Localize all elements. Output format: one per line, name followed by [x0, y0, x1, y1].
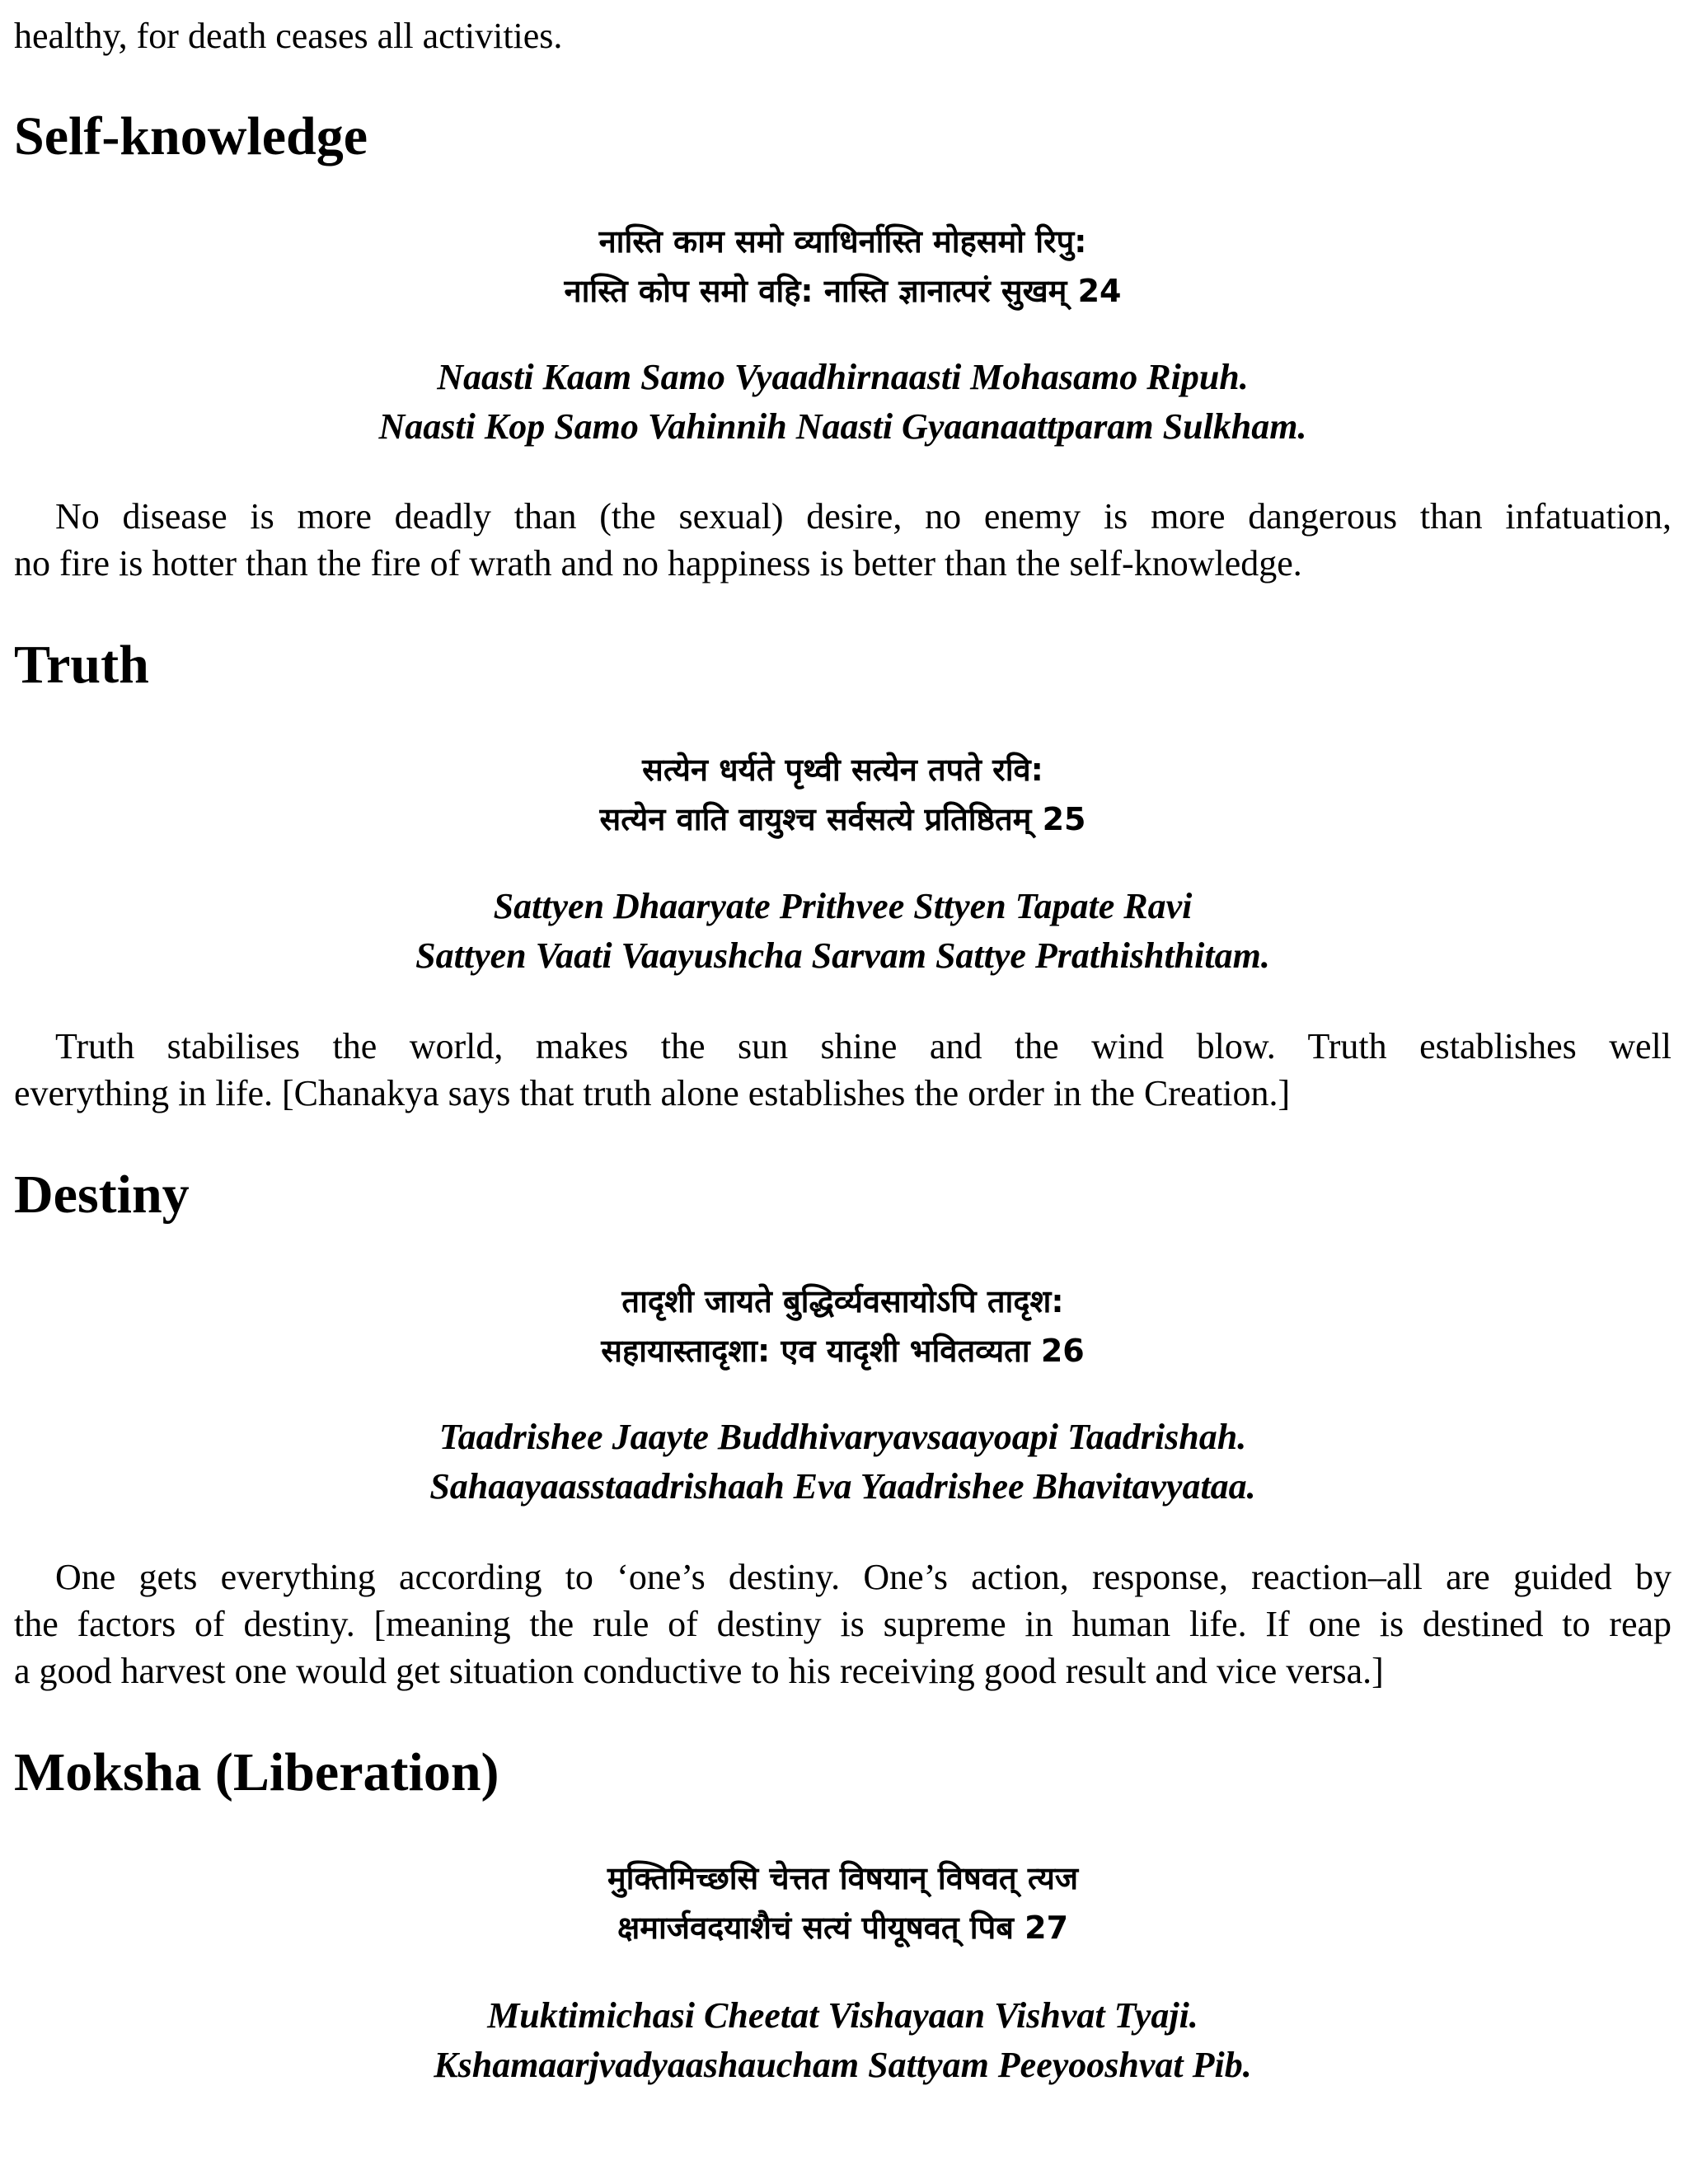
meaning-paragraph-line: a good harvest one would get situation conductive to his receiving good result and vice versa.]: [14, 1651, 1384, 1691]
meaning-paragraph-line: everything in life. [Chanakya says that truth alone establishes the order in the Creation.]: [14, 1073, 1291, 1113]
sanskrit-verse-line: नास्ति काम समो व्याधिर्नास्ति मोहसमो रिपु:: [598, 223, 1087, 260]
transliteration-line: Sahaayaasstaadrishaah Eva Yaadrishee Bhavitavyataa.: [429, 1466, 1256, 1507]
section-heading-moksha: Moksha (Liberation): [14, 1742, 499, 1802]
transliteration-line: Taadrishee Jaayte Buddhivaryavsaayoapi Taadrishah.: [438, 1417, 1247, 1457]
meaning-paragraph-line: One gets everything according to ‘one’s destiny. One’s action, response, reaction–all are guided by: [55, 1557, 1672, 1597]
transliteration-line: Sattyen Vaati Vaayushcha Sarvam Sattye Prathishthitam.: [415, 935, 1270, 976]
sanskrit-verse-line: सत्येन वाति वायुश्च सर्वसत्ये प्रतिष्ठितम् 25: [599, 801, 1086, 837]
transliteration-line: Kshamaarjvadyaashaucham Sattyam Peeyooshvat Pib.: [434, 2045, 1252, 2085]
transliteration-line: Naasti Kop Samo Vahinnih Naasti Gyaanaattparam Sulkham.: [378, 406, 1307, 447]
meaning-paragraph-line: Truth stabilises the world, makes the sun shine and the wind blow. Truth establishes well: [55, 1026, 1672, 1066]
section-heading-self-knowledge: Self-knowledge: [14, 106, 368, 166]
transliteration-line: Sattyen Dhaaryate Prithvee Sttyen Tapate Ravi: [493, 886, 1193, 926]
intro-text: healthy, for death ceases all activities.: [14, 16, 563, 56]
sanskrit-verse-line: सत्येन धर्यते पृथ्वी सत्येन तपते रवि:: [642, 752, 1043, 788]
sanskrit-verse-line: तादृशी जायते बुद्धिर्व्यवसायोऽपि तादृश:: [621, 1283, 1064, 1319]
sanskrit-verse-line: मुक्तिमिच्छसि चेत्तत विषयान् विषवत् त्यज: [607, 1860, 1079, 1896]
sanskrit-verse-line: नास्ति कोप समो वहि: नास्ति ज्ञानात्परं सुखम् 24: [564, 273, 1122, 309]
meaning-paragraph-line: the factors of destiny. [meaning the rule of destiny is supreme in human life. If one is destined to reap: [14, 1604, 1672, 1644]
meaning-paragraph-line: no fire is hotter than the fire of wrath and no happiness is better than the self-knowledge.: [14, 543, 1302, 583]
sanskrit-verse-line: सहायास्तादृशा: एव यादृशी भवितव्यता 26: [601, 1333, 1085, 1369]
transliteration-line: Naasti Kaam Samo Vyaadhirnaasti Mohasamo Ripuh.: [437, 357, 1249, 397]
section-heading-destiny: Destiny: [14, 1165, 190, 1225]
sanskrit-verse-line: क्षमार्जवदयाशैचं सत्यं पीयूषवत् पिब 27: [617, 1910, 1069, 1946]
meaning-paragraph-line: No disease is more deadly than (the sexual) desire, no enemy is more dangerous than infatuation,: [55, 496, 1672, 537]
transliteration-line: Muktimichasi Cheetat Vishayaan Vishvat Tyaji.: [487, 1995, 1198, 2036]
section-heading-truth: Truth: [14, 635, 149, 695]
